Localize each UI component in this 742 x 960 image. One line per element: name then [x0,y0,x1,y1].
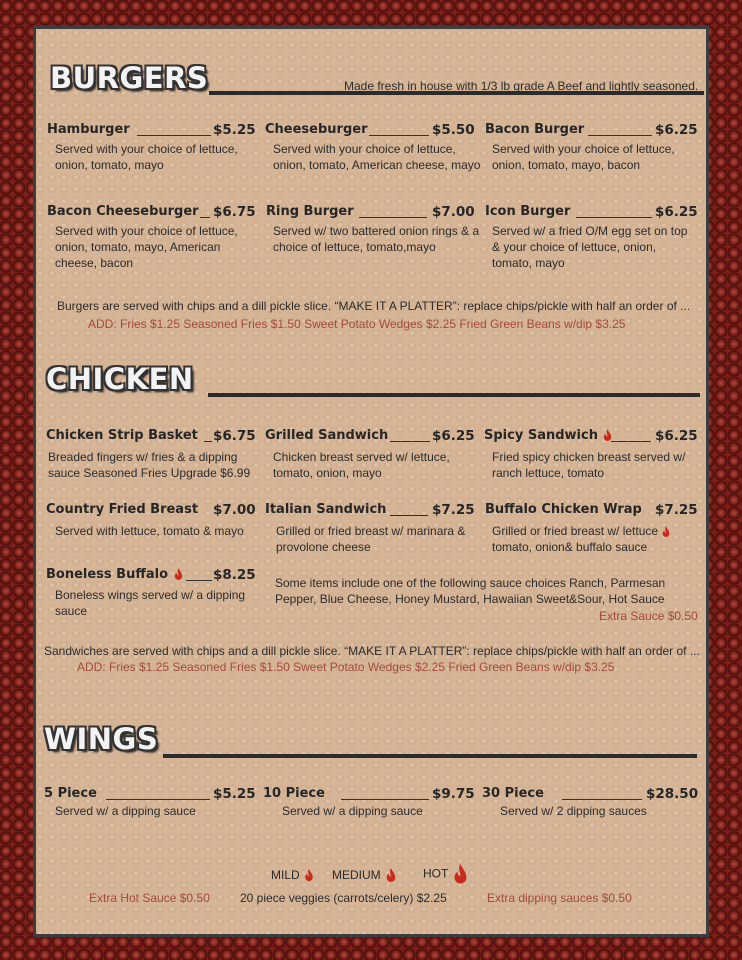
menu-item-desc: Served with your choice of lettuce, onion, tomato, mayo, American cheese, bacon [55,224,238,270]
heat-label: MEDIUM [332,868,381,882]
menu-item-desc: Chicken breast served w/ lettuce, tomato, onion, mayo [273,450,450,480]
burgers-tagline: Made fresh in house with 1/3 lb grade A Beef and lightly seasoned. [344,79,699,93]
menu-item-label: Spicy Sandwich [484,428,598,443]
flame-icon [451,864,470,885]
chicken-addons: ADD: Fries $1.25 Seasoned Fries $1.50 Sweet Potato Wedges $2.25 Fried Green Beans w/dip $3.25 [77,660,615,674]
menu-item-name: Buffalo Chicken Wrap [485,502,642,517]
menu-item-price: $5.25 [213,122,256,138]
burgers-addons: ADD: Fries $1.25 Seasoned Fries $1.50 Sweet Potato Wedges $2.25 Fried Green Beans w/dip $3.25 [88,317,626,331]
menu-item-price: $5.50 [432,122,475,138]
heat-level-hot [423,864,470,885]
menu-item-desc: Served with your choice of lettuce, onion, tomato, mayo, bacon [492,142,675,172]
menu-item-desc: Served w/ 2 dipping sauces [500,804,647,818]
chicken-heading: CHICKEN [46,362,194,396]
menu-item-price: $6.25 [432,428,475,444]
menu-item-name [46,567,184,582]
wings-heading-rule [163,754,697,758]
menu-item-name: 5 Piece [44,786,97,801]
menu-item-name: Cheeseburger [265,122,368,137]
menu-item-name: Hamburger [47,122,130,137]
menu-item-price: $6.25 [655,122,698,138]
leader-line [390,515,428,516]
wings-heading: WINGS [44,722,159,756]
menu-item-price: $6.75 [213,428,256,444]
flame-icon [384,868,398,883]
menu-item-name: Bacon Burger [485,122,585,137]
leader-line [200,217,210,218]
menu-item-label: Boneless Buffalo [46,567,169,582]
menu-item-desc-line: tomato, onion& buffalo sauce [492,540,648,554]
menu-item-price: $7.00 [213,502,256,518]
menu-item-name: 10 Piece [263,786,325,801]
heat-label: MILD [271,868,300,882]
heat-label: HOT [423,866,449,881]
menu-item-price: $28.50 [646,786,699,802]
flame-icon [661,526,671,538]
leader-line [562,799,642,800]
menu-item-desc: Grilled or fried breast w/ marinara & provolone cheese [276,524,466,554]
veggies-side: 20 piece veggies (carrots/celery) $2.25 [240,891,447,905]
menu-item-desc: Served w/ a fried O/M egg set on top & your choice of lettuce, onion, tomato, mayo [492,224,688,270]
menu-item-desc: Boneless wings served w/ a dipping sauce [55,588,246,618]
menu-item-desc [492,523,697,555]
extra-hot-sauce: Extra Hot Sauce $0.50 [89,891,210,905]
menu-item-desc: Served w/ two battered onion rings & a choice of lettuce, tomato,mayo [273,224,480,254]
menu-item-desc: Served with your choice of lettuce, onion, tomato, mayo [55,142,238,172]
extra-dipping-sauces: Extra dipping sauces $0.50 [487,891,632,905]
leader-line [341,799,429,800]
menu-item-desc: Breaded fingers w/ fries & a dipping sauce Seasoned Fries Upgrade $6.99 [48,450,251,480]
heat-level-medium [332,868,398,883]
heat-level-mild [271,868,315,882]
menu-item-name: Italian Sandwich [265,502,387,517]
leader-line [359,217,427,218]
leader-line [137,135,211,136]
chicken-heading-rule [208,393,700,397]
menu-item-name: Ring Burger [266,204,354,219]
burgers-platter-note: Burgers are served with chips and a dill pickle slice. “MAKE IT A PLATTER”: replace chips/pickle with half an order of ... [57,299,691,313]
menu-item-desc: Served with lettuce, tomato & mayo [55,524,244,538]
leader-line [106,799,210,800]
menu-item-name: Icon Burger [485,204,571,219]
menu-item-name: Bacon Cheeseburger [47,204,199,219]
menu-item-price: $6.25 [655,428,698,444]
sauce-choices-note: Some items include one of the following sauce choices Ranch, Parmesan Pepper, Blue Cheese, Honey Mustard, Hawaiian Sweet&Sour, Hot Sauce [275,576,666,606]
chicken-platter-note: Sandwiches are served with chips and a dill pickle slice. “MAKE IT A PLATTER”: replace chips/pickle with half an order of ... [44,644,700,658]
menu-item-price: $9.75 [432,786,475,802]
flame-icon [303,869,315,882]
menu-item-price: $7.25 [655,502,698,518]
flame-icon [173,568,184,581]
menu-item-desc: Served with your choice of lettuce, onion, tomato, American cheese, mayo [273,142,481,172]
menu-item-desc-line: Grilled or fried breast w/ lettuce [492,524,659,538]
menu-item-name: Grilled Sandwich [265,428,389,443]
menu-item-name: 30 Piece [482,786,544,801]
menu-item-price: $8.25 [213,567,256,583]
menu-item-price: $7.00 [432,204,475,220]
menu-item-name [484,428,613,443]
leader-line [611,441,651,442]
menu-item-price: $6.75 [213,204,256,220]
menu-item-desc: Served w/ a dipping sauce [55,804,196,818]
menu-item-desc: Fried spicy chicken breast served w/ ranch lettuce, tomato [492,450,686,480]
leader-line [390,441,430,442]
leader-line [588,135,652,136]
burgers-heading: BURGERS [50,61,209,95]
menu-panel [33,26,709,937]
leader-line [204,441,212,442]
menu-item-price: $7.25 [432,502,475,518]
leader-line [369,135,429,136]
menu-item-price: $5.25 [213,786,256,802]
menu-item-desc: Served w/ a dipping sauce [282,804,423,818]
menu-item-name: Country Fried Breast [46,502,199,517]
leader-line [186,580,212,581]
menu-item-name: Chicken Strip Basket [46,428,198,443]
leader-line [576,217,652,218]
extra-sauce-price: Extra Sauce $0.50 [599,609,698,623]
menu-item-price: $6.25 [655,204,698,220]
